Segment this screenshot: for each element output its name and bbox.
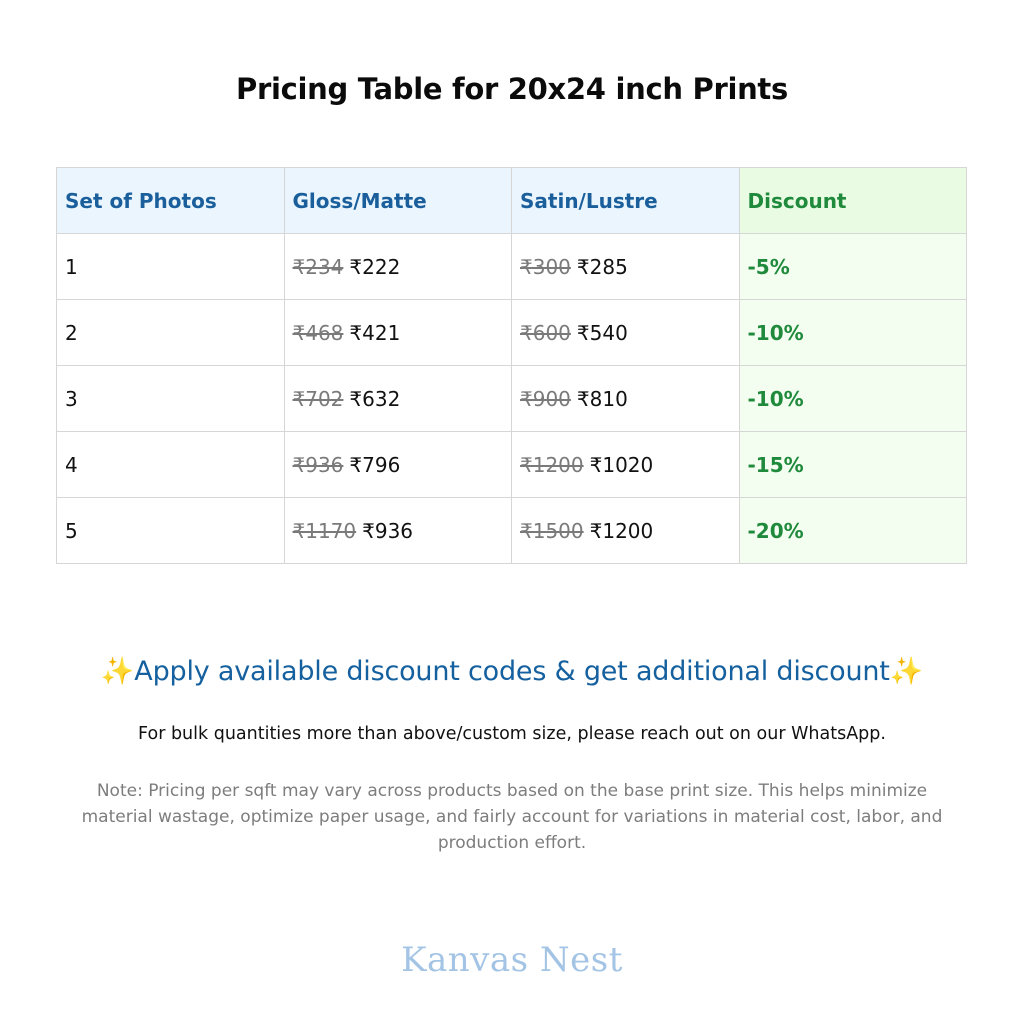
- cell-set: 1: [57, 234, 285, 300]
- header-gloss-matte: Gloss/Matte: [284, 168, 512, 234]
- sparkle-icon: ✨: [889, 656, 924, 687]
- header-satin-lustre: Satin/Lustre: [512, 168, 740, 234]
- sale-price: ₹540: [576, 320, 628, 345]
- cell-discount: -10%: [739, 300, 967, 366]
- sale-price: ₹1200: [589, 518, 654, 543]
- cell-satin-price: [512, 366, 740, 432]
- table-row: [57, 300, 967, 366]
- sale-price: ₹421: [349, 320, 401, 345]
- cell-gloss-price: [284, 498, 512, 564]
- cell-satin-price: [512, 432, 740, 498]
- original-price: ₹702: [292, 386, 344, 411]
- original-price: ₹600: [520, 320, 571, 345]
- table-row: [57, 234, 967, 300]
- promo-banner: [0, 655, 1024, 687]
- original-price: ₹234: [292, 254, 344, 279]
- original-price: ₹468: [292, 320, 344, 345]
- pricing-table: [56, 167, 967, 564]
- sale-price: ₹936: [362, 518, 414, 543]
- cell-gloss-price: [284, 300, 512, 366]
- sparkle-icon: ✨: [100, 656, 135, 687]
- cell-set: 2: [57, 300, 285, 366]
- cell-set: 3: [57, 366, 285, 432]
- cell-gloss-price: [284, 432, 512, 498]
- table-row: [57, 498, 967, 564]
- cell-discount: -15%: [739, 432, 967, 498]
- cell-satin-price: [512, 300, 740, 366]
- original-price: ₹1200: [520, 452, 584, 477]
- cell-discount: -10%: [739, 366, 967, 432]
- header-discount: Discount: [739, 168, 967, 234]
- sale-price: ₹1020: [589, 452, 654, 477]
- table-row: [57, 432, 967, 498]
- bulk-contact-note: For bulk quantities more than above/custom size, please reach out on our WhatsApp.: [138, 724, 886, 744]
- sale-price: ₹285: [576, 254, 628, 279]
- table-header-row: [57, 168, 967, 234]
- original-price: ₹900: [520, 386, 571, 411]
- sale-price: ₹222: [349, 254, 401, 279]
- cell-set: 4: [57, 432, 285, 498]
- cell-satin-price: [512, 498, 740, 564]
- promo-text: Apply available discount codes & get additional discount: [134, 656, 890, 687]
- cell-set: 5: [57, 498, 285, 564]
- sale-price: ₹810: [576, 386, 628, 411]
- original-price: ₹1170: [292, 518, 357, 543]
- original-price: ₹300: [520, 254, 571, 279]
- table-row: [57, 366, 967, 432]
- original-price: ₹1500: [520, 518, 584, 543]
- cell-discount: -20%: [739, 498, 967, 564]
- cell-discount: -5%: [739, 234, 967, 300]
- cell-satin-price: [512, 234, 740, 300]
- sale-price: ₹632: [349, 386, 401, 411]
- pricing-disclaimer: Note: Pricing per sqft may vary across products based on the base print size. This helps minimize material wastage, optimize paper usage, and fairly account for variations in material cost, labor, and production effort.: [81, 781, 943, 853]
- brand-logo: Kanvas Nest: [401, 940, 623, 980]
- original-price: ₹936: [292, 452, 344, 477]
- sale-price: ₹796: [349, 452, 401, 477]
- page-title: Pricing Table for 20x24 inch Prints: [236, 72, 788, 106]
- cell-gloss-price: [284, 234, 512, 300]
- cell-gloss-price: [284, 366, 512, 432]
- header-set-of-photos: Set of Photos: [57, 168, 285, 234]
